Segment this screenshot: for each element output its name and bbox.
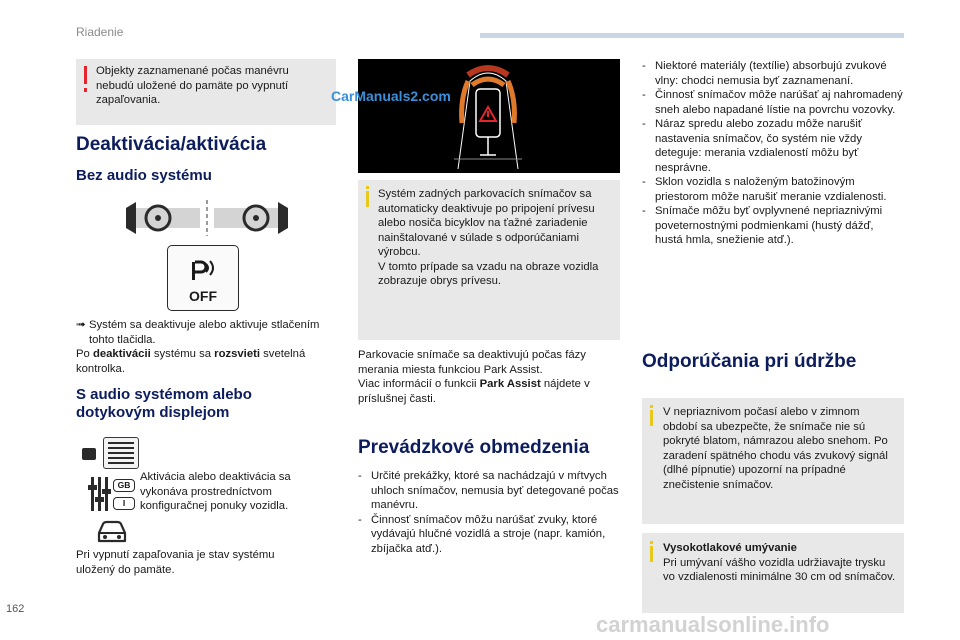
list-item: - Činnosť snímačov môže narúšať aj nahromadený sneh alebo napadané lístie na povrchu vozovky.	[642, 89, 903, 116]
page-number: 162	[6, 603, 25, 615]
watermark-top: CarManuals2.com	[331, 88, 451, 104]
info-icon-dot	[650, 405, 653, 408]
section-header: Riadenie	[76, 25, 124, 39]
limits-list-col2	[358, 469, 620, 556]
language-i-badge: I	[113, 497, 135, 510]
language-gb-badge: GB	[113, 479, 135, 492]
section-title-limits: Prevádzkové obmedzenia	[358, 437, 590, 458]
steering-wheel-icon	[122, 198, 292, 238]
reverse-camera-screen-icon	[358, 59, 620, 173]
parking-sensor-off-icon	[168, 250, 238, 290]
step-arrow-icon: ➟	[76, 319, 86, 331]
settings-sliders-icon	[88, 477, 110, 511]
info-icon	[366, 191, 369, 207]
list-item: - Sklon vozidla s naloženým batožinovým priestorom môže narušiť meranie vzdialenosti.	[642, 176, 887, 203]
list-item: - Určité prekážky, ktoré sa nachádzajú v mŕtvych uhloch snímačov, nemusia byť detegované počas manévru.	[358, 470, 619, 511]
list-item: - Niektoré materiály (textílie) absorbujú zvukové vlny: chodci nemusia byť zaznamenaní.	[642, 60, 887, 87]
limits-list-col3	[642, 59, 904, 248]
car-icon	[95, 519, 129, 545]
watermark-bottom: carmanualsonline.info	[596, 612, 830, 637]
list-item: - Náraz spredu alebo zozadu môže narušiť nastavenia snímačov, čo systém nie vždy deteguje: merania vzdialeností môžu byť nesprávne.	[642, 118, 863, 174]
warning-dot	[84, 88, 87, 92]
info-icon-dot	[650, 541, 653, 544]
section-title-maintenance: Odporúčania pri údržbe	[642, 351, 857, 372]
screen-side-icon	[82, 448, 96, 460]
subtitle-with-audio: S audio systémom alebo dotykovým displejom	[76, 386, 252, 421]
step-deactivate: ➟ Systém sa deaktivuje alebo aktivuje stlačením tohto tlačidla.	[76, 319, 320, 346]
list-item: - Snímače môžu byť ovplyvnené nepriaznivými poveternostnými podmienkami (hustý dážď, hustá hmla, snežienie atď.).	[642, 205, 883, 246]
info-icon	[650, 410, 653, 426]
off-label: OFF	[189, 288, 217, 304]
info-winter-text: V nepriaznivom počasí alebo v zimnom období sa ubezpečte, že snímače nie sú pokryté blatom, námrazou alebo snehom. Po zaradení spätného chodu vás zvukový signál (dlhé pípnutie) upozorní na prípadné znečistenie snímačov.	[663, 406, 888, 491]
memory-text: Pri vypnutí zapaľovania je stav systému uložený do pamäte.	[76, 549, 275, 576]
warning-text: Objekty zaznamenané počas manévru nebudú uložené do pamäte po vypnutí zapaľovania.	[96, 65, 289, 106]
park-assist-paragraph: Parkovacie snímače sa deaktivujú počas fázy merania miesta funkciou Park Assist. Viac informácií o funkcii Park Assist nájdete v príslušnej časti.	[358, 349, 590, 405]
paragraph-deactivation: Po deaktivácii systému sa rozsvieti svetelná kontrolka.	[76, 348, 306, 375]
subtitle-no-audio: Bez audio systému	[76, 167, 212, 184]
list-item: - Činnosť snímačov môžu narúšať zvuky, ktoré vydávajú hlučné vozidlá a stroje (napr. kamión, zbíjačka atď.).	[358, 513, 606, 555]
activation-text: Aktivácia alebo deaktivácia sa vykonáva prostredníctvom konfiguračnej ponuky vozidla.	[140, 471, 291, 512]
header-rule	[480, 33, 904, 38]
section-title-deactivation: Deaktivácia/aktivácia	[76, 134, 267, 155]
parking-sensor-off-button[interactable]	[167, 245, 239, 311]
info-washing: Vysokotlakové umývanie Pri umývaní vášho vozidla udržiavajte trysku vo vzdialenosti minimálne 30 cm od snímačov.	[663, 542, 896, 583]
info-icon-dot	[366, 186, 369, 189]
info-trailer-text: Systém zadných parkovacích snímačov sa automaticky deaktivuje po pripojení prívesu alebo nosiča bicyklov na ťažné zariadenie nainštalované v súlade s odporúčaniami výrobcu. V tomto prípade sa vzadu na obraze vozidla zobrazuje obrys prívesu.	[378, 188, 599, 287]
screen-menu-icon	[103, 437, 139, 469]
info-icon	[650, 546, 653, 562]
warning-icon	[84, 66, 87, 84]
